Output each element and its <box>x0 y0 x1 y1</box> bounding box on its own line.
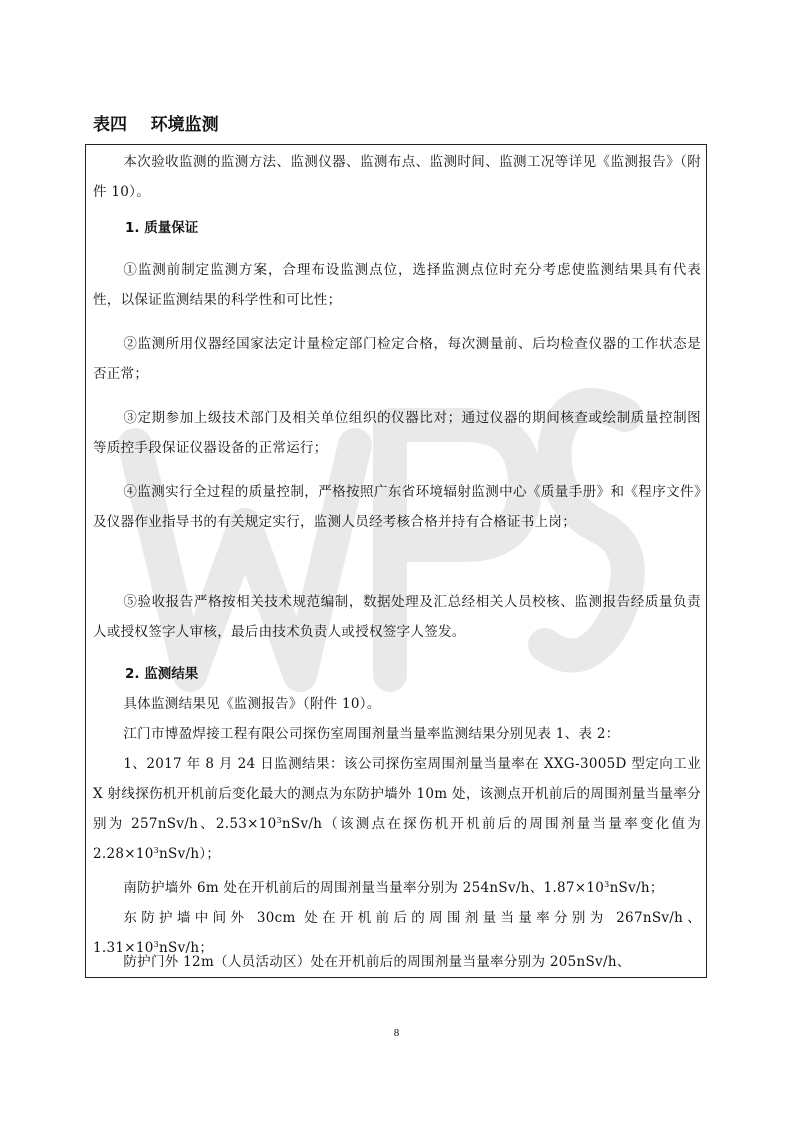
qa-item-5: ⑤验收报告严格按相关技术规范编制，数据处理及汇总经相关人员校核、监测报告经质量负责人或授权签字人审核，最后由技术负责人或授权签字人签发。 <box>93 594 701 640</box>
intro-paragraph: 本次验收监测的监测方法、监测仪器、监测布点、监测时间、监测工况等详见《监测报告》（附件 10）。 <box>93 154 701 200</box>
results-line-1: 具体监测结果见《监测报告》（附件 10）。 <box>123 696 381 712</box>
results-line-2: 江门市博盈焊接工程有限公司探伤室周围剂量当量率监测结果分别见表 1、表 2： <box>123 726 620 742</box>
results-paragraph-1 <box>93 749 701 869</box>
content-box <box>85 144 707 978</box>
qa-item-4: ④监测实行全过程的质量控制，严格按照广东省环境辐射监测中心《质量手册》和《程序文件》及仪器作业指导书的有关规定实行，监测人员经考核合格并持有合格证书上岗； <box>93 484 701 530</box>
page-number: 8 <box>393 1027 400 1039</box>
results-heading: 2. 监测结果 <box>125 666 199 682</box>
results-paragraph-2 <box>93 873 701 903</box>
results-paragraph-3-text-a: 东防护墙中间外 30cm 处在开机前后的周围剂量当量率分别为 267nSv/h、1.31×10 <box>93 910 701 956</box>
exponent: 3 <box>153 846 160 855</box>
exponent: 3 <box>604 880 610 889</box>
qa-item-3: ③定期参加上级技术部门及相关单位组织的仪器比对；通过仪器的期间核查或绘制质量控制图等质控手段保证仪器设备的正常运行； <box>93 410 701 456</box>
results-paragraph-1-text-a: 1、2017 年 8 月 24 日监测结果：该公司探伤室周围剂量当量率在 XXG-3005D 型定向工业 X 射线探伤机开机前后变化最大的测点为东防护墙外 10m 处，该测点开机前后的周围剂量当量率分别为 257nSv/h、2.53×10 <box>93 756 701 832</box>
exponent: 3 <box>153 940 160 949</box>
results-paragraph-1-text-c: nSv/h）； <box>159 846 221 862</box>
qa-item-2: ②监测所用仪器经国家法定计量检定部门检定合格，每次测量前、后均检查仪器的工作状态是否正常； <box>93 336 701 382</box>
results-paragraph-1-text-b: nSv/h（该测点在探伤机开机前后的周围剂量当量率变化值为 2.28×10 <box>93 816 701 862</box>
section-title: 表四 环境监测 <box>93 115 219 135</box>
qa-item-1: ①监测前制定监测方案，合理布设监测点位，选择监测点位时充分考虑使监测结果具有代表性，以保证监测结果的科学性和可比性； <box>93 262 701 308</box>
results-paragraph-3-text-b: nSv/h； <box>159 940 214 956</box>
results-paragraph-4: 防护门外 12m（人员活动区）处在开机前后的周围剂量当量率分别为 205nSv/h、 <box>123 954 631 970</box>
exponent: 3 <box>276 816 282 825</box>
results-paragraph-2-text-b: nSv/h； <box>609 880 664 896</box>
qa-heading: 1. 质量保证 <box>125 220 199 236</box>
results-paragraph-2-text-a: 南防护墙外 6m 处在开机前后的周围剂量当量率分别为 254nSv/h、1.87×10 <box>123 880 605 896</box>
